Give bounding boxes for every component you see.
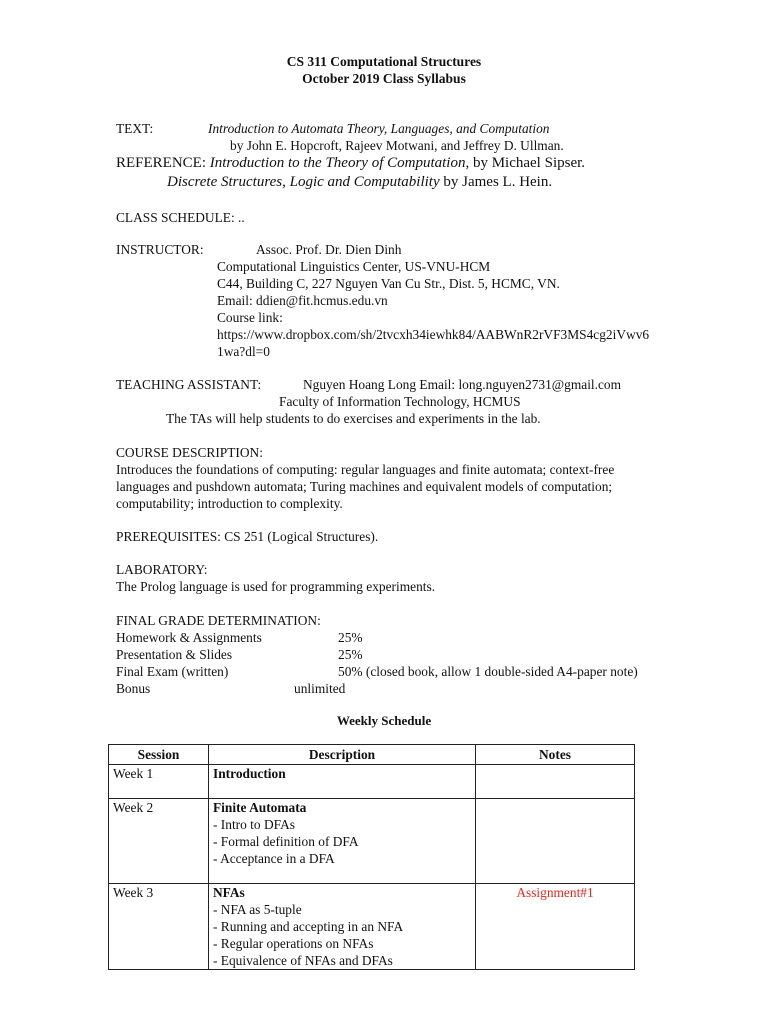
topic-item: - NFA as 5-tuple — [213, 902, 302, 917]
instructor-address: C44, Building C, 227 Nguyen Van Cu Str., Dist. 5, HCMC, VN. — [217, 276, 560, 291]
column-header-notes: Notes — [476, 745, 635, 765]
notes-cell — [476, 799, 635, 884]
ta-note: The TAs will help students to do exercises and experiments in the lab. — [166, 411, 541, 426]
topic-title: Finite Automata — [213, 800, 307, 815]
course-description-line-1: Introduces the foundations of computing: regular languages and finite automata; context-free — [116, 462, 615, 477]
description-cell — [209, 884, 476, 970]
grading-item-homework: Homework & Assignments — [116, 630, 262, 645]
course-link-label: Course link: — [217, 310, 283, 325]
topic-item: - Running and accepting in an NFA — [213, 919, 404, 934]
table-row — [109, 799, 635, 884]
laboratory-text: The Prolog language is used for programming experiments. — [116, 579, 436, 594]
class-schedule: CLASS SCHEDULE: .. — [116, 210, 245, 225]
topic-title: NFAs — [213, 885, 245, 900]
course-description-line-2: languages and pushdown automata; Turing machines and equivalent models of computation; — [116, 479, 613, 494]
ta-faculty: Faculty of Information Technology, HCMUS — [279, 394, 521, 409]
grading-label: FINAL GRADE DETERMINATION: — [116, 613, 321, 628]
text-book-title: Introduction to Automata Theory, Languages, and Computation — [208, 121, 550, 136]
notes-cell: Assignment#1 — [476, 884, 635, 970]
weekly-schedule-table — [108, 744, 635, 970]
grading-item-final-exam: Final Exam (written) — [116, 664, 229, 679]
topic-title: Introduction — [213, 766, 286, 781]
instructor-email: Email: ddien@fit.hcmus.edu.vn — [217, 293, 388, 308]
instructor-org: Computational Linguistics Center, US-VNU-HCM — [217, 259, 491, 274]
session-cell: Week 2 — [109, 799, 209, 884]
reference-author-2: by James L. Hein. — [439, 174, 553, 190]
document-title: CS 311 Computational Structures — [286, 54, 482, 69]
course-link-url-1[interactable]: https://www.dropbox.com/sh/2tvcxh34iewhk84/AABWnR2rVF3MS4cg2iVwv6 — [217, 327, 650, 342]
column-header-description: Description — [209, 745, 476, 765]
reference-line-1 — [116, 155, 585, 172]
grading-value-homework: 25% — [338, 630, 363, 645]
table-row — [109, 884, 635, 970]
reference-author-1: , by Michael Sipser. — [465, 155, 586, 171]
column-header-session: Session — [109, 745, 209, 765]
laboratory-label: LABORATORY: — [116, 562, 208, 577]
reference-book-2: Discrete Structures, Logic and Computability — [167, 174, 440, 190]
grading-value-final-exam: 50% (closed book, allow 1 double-sided A4-paper note) — [338, 664, 638, 679]
topic-item: - Equivalence of NFAs and DFAs — [213, 953, 393, 968]
course-description-line-3: computability; introduction to complexity. — [116, 496, 343, 511]
reference-label: REFERENCE: — [116, 155, 207, 171]
session-cell: Week 1 — [109, 765, 209, 799]
prerequisites: PREREQUISITES: CS 251 (Logical Structures). — [116, 529, 379, 544]
grading-value-presentation: 25% — [338, 647, 363, 662]
course-link-url-2[interactable]: 1wa?dl=0 — [217, 344, 270, 359]
instructor-name: Assoc. Prof. Dr. Dien Dinh — [256, 242, 402, 257]
document-subtitle: October 2019 Class Syllabus — [302, 71, 466, 86]
grading-value-bonus: unlimited — [294, 681, 346, 696]
grading-item-bonus: Bonus — [116, 681, 151, 696]
table-row — [109, 765, 635, 799]
reference-book-1: Introduction to the Theory of Computation — [209, 155, 466, 171]
weekly-schedule-title: Weekly Schedule — [336, 713, 432, 728]
topic-item: - Acceptance in a DFA — [213, 851, 335, 866]
text-label: TEXT: — [116, 121, 154, 136]
ta-name-email: Nguyen Hoang Long Email: long.nguyen2731@gmail.com — [303, 377, 622, 392]
topic-item: - Regular operations on NFAs — [213, 936, 374, 951]
ta-label: TEACHING ASSISTANT: — [116, 377, 262, 392]
topic-item: - Formal definition of DFA — [213, 834, 359, 849]
description-cell — [209, 799, 476, 884]
grading-item-presentation: Presentation & Slides — [116, 647, 233, 662]
reference-line-2 — [167, 174, 552, 191]
session-cell: Week 3 — [109, 884, 209, 970]
table-header-row — [109, 745, 635, 765]
description-cell — [209, 765, 476, 799]
text-book-authors: by John E. Hopcroft, Rajeev Motwani, and Jeffrey D. Ullman. — [230, 138, 564, 153]
course-description-label: COURSE DESCRIPTION: — [116, 445, 263, 460]
instructor-label: INSTRUCTOR: — [116, 242, 204, 257]
topic-item: - Intro to DFAs — [213, 817, 295, 832]
notes-cell — [476, 765, 635, 799]
